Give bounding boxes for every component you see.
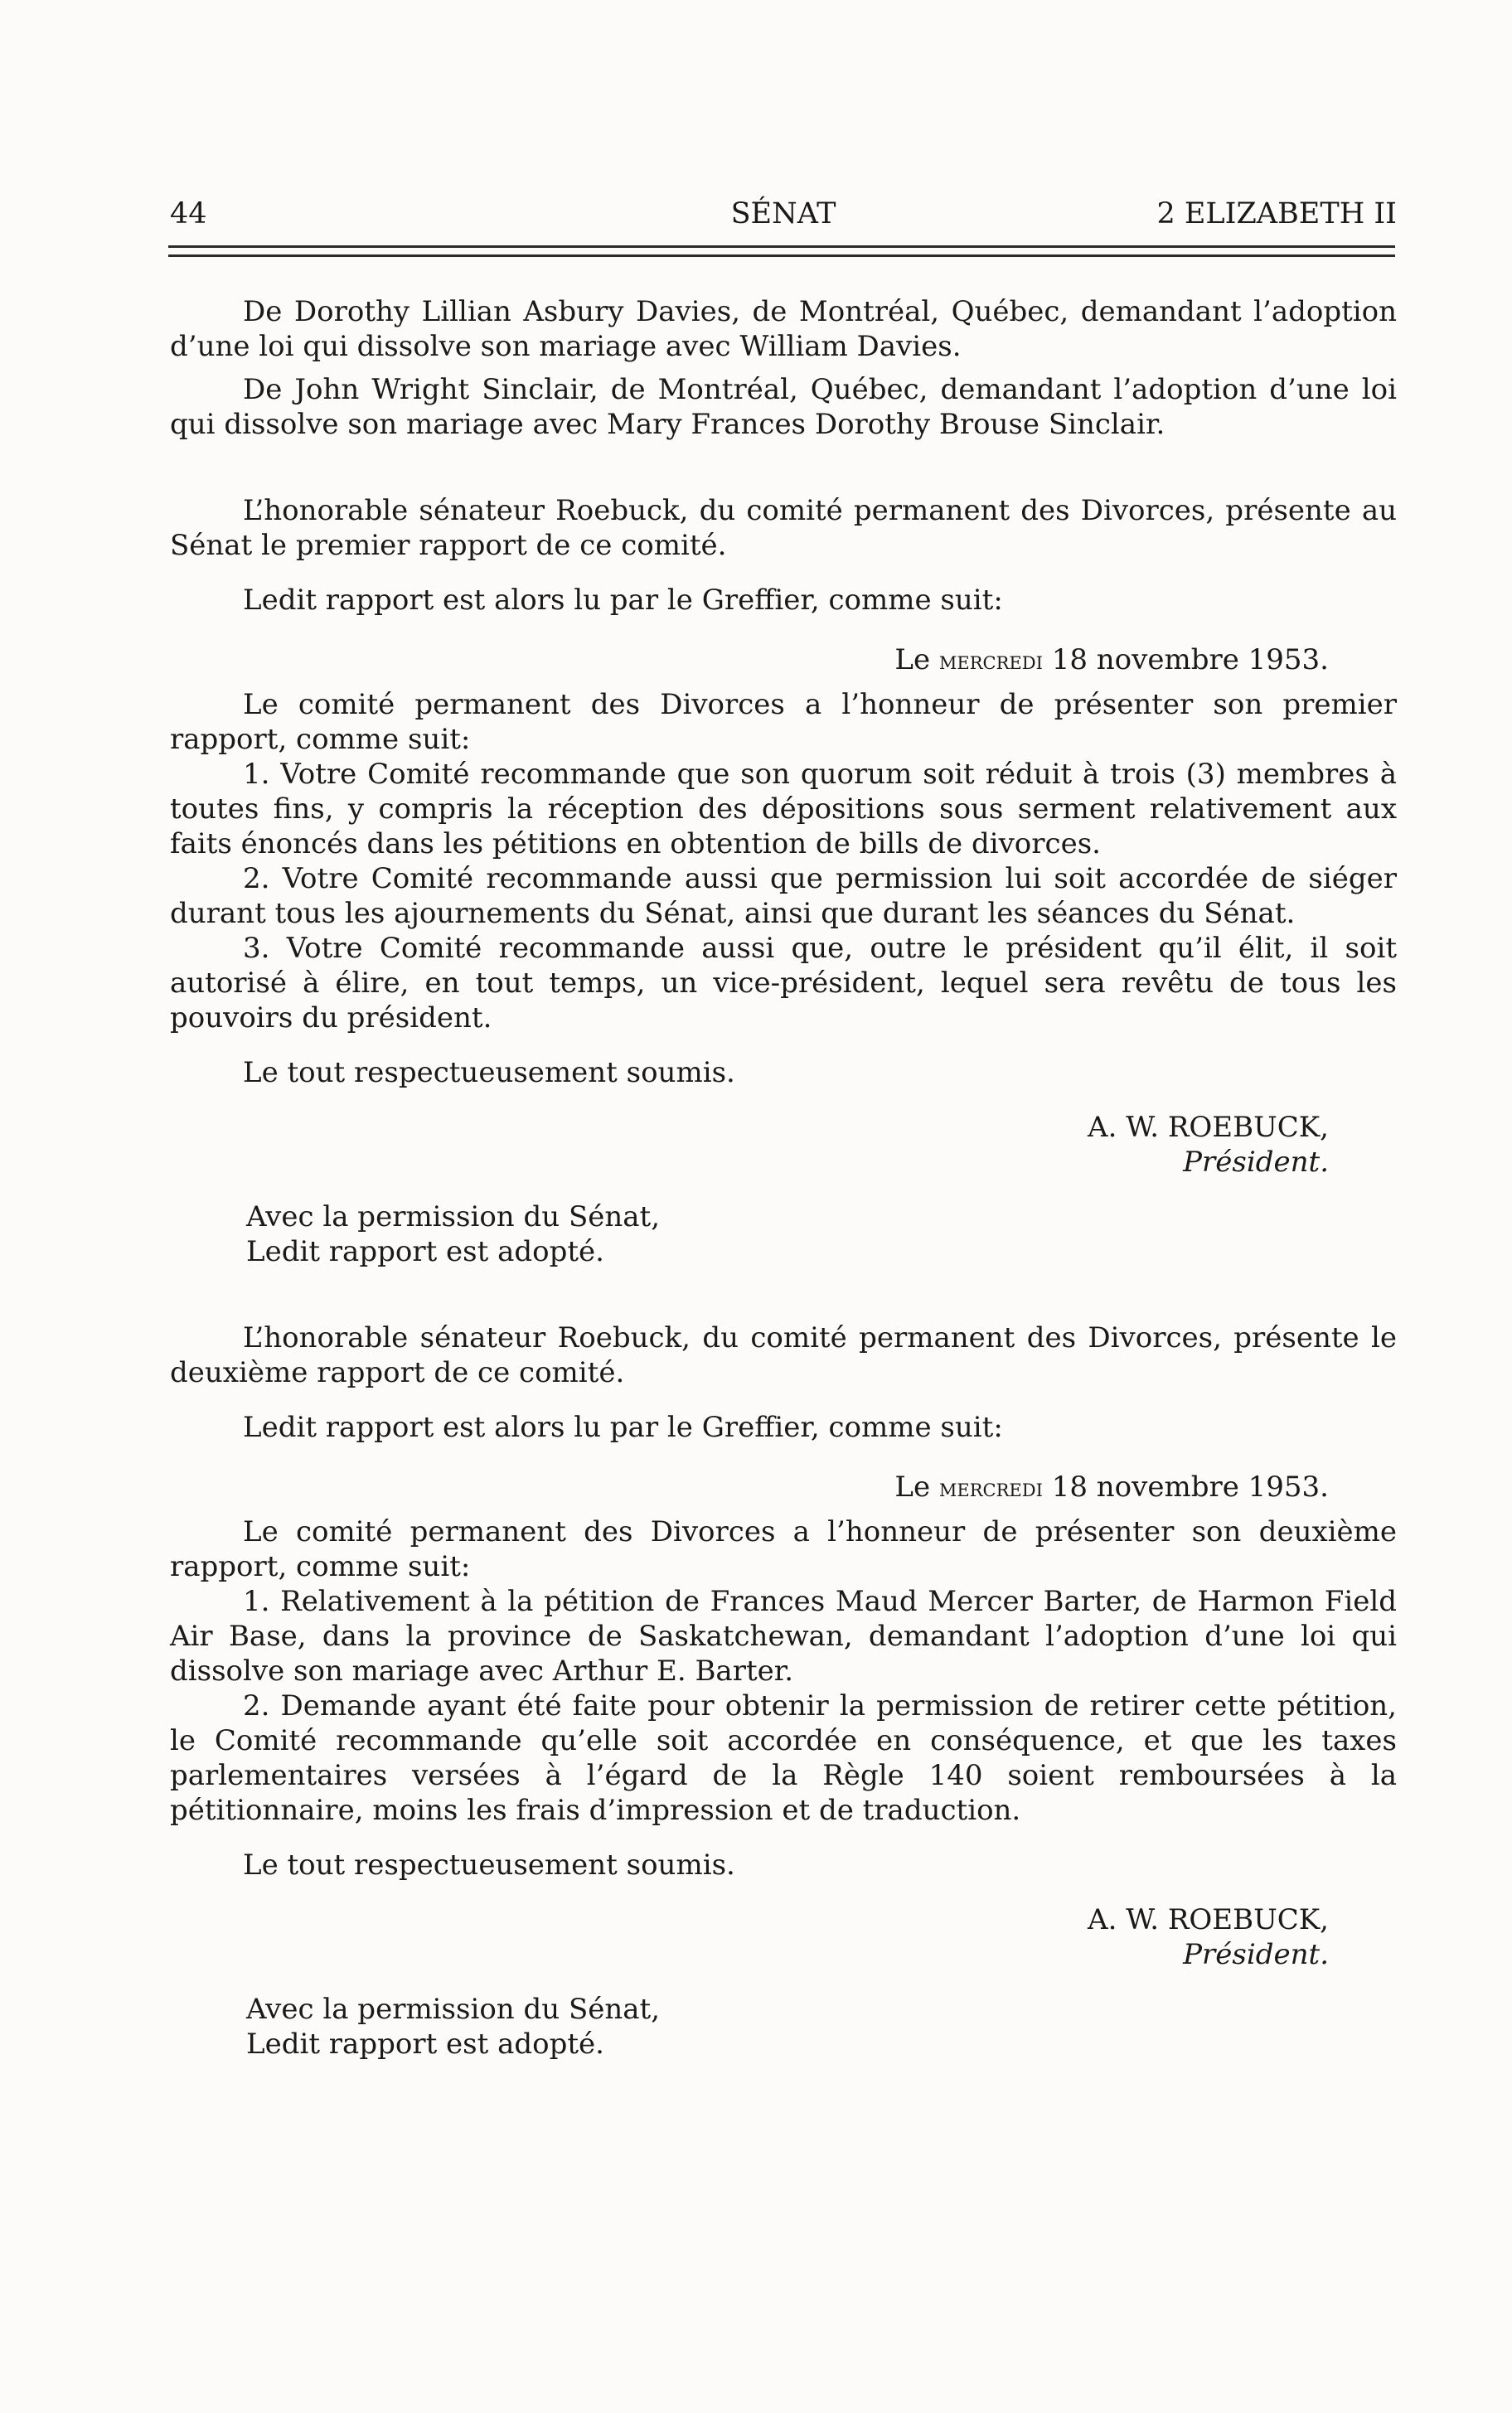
- report2-read: Ledit rapport est alors lu par le Greffier, comme suit:: [243, 1411, 1003, 1444]
- header-session: 2 ELIZABETH II: [1156, 197, 1397, 230]
- report1-closing: Le tout respectueusement soumis.: [243, 1056, 735, 1089]
- header-rule-bottom: [168, 254, 1395, 257]
- report2-closing: Le tout respectueusement soumis.: [243, 1849, 735, 1882]
- document-body: [170, 294, 1397, 2062]
- report1-adopted: Ledit rapport est adopté.: [246, 1235, 604, 1268]
- report2-intro: L’honorable sénateur Roebuck, du comité permanent des Divorces, présente le deuxième rapport de ce comité.: [170, 1321, 1397, 1389]
- report1-item-3: 3. Votre Comité recommande aussi que, outre le président qu’il élit, il soit autorisé à élire, en tout temps, un vice-président, lequel sera revêtu de tous les pouvoirs du président.: [170, 932, 1397, 1034]
- report2-item-2: 2. Demande ayant été faite pour obtenir la permission de retirer cette pétition, le Comité recommande qu’elle soit accordée en conséquence, et que les taxes parlementaires versées à l’égard de la Règle 140 soient remboursées à la pétitionnaire, moins les frais d’impression et de traduction.: [170, 1689, 1397, 1827]
- report1-intro: L’honorable sénateur Roebuck, du comité permanent des Divorces, présente au Sénat le premier rapport de ce comité.: [170, 494, 1397, 562]
- petition-paragraph: De Dorothy Lillian Asbury Davies, de Montréal, Québec, demandant l’adoption d’une loi qui dissolve son mariage avec William Davies.: [170, 295, 1397, 363]
- report1-read: Ledit rapport est alors lu par le Greffier, comme suit:: [243, 584, 1003, 617]
- petition-paragraph: De John Wright Sinclair, de Montréal, Québec, demandant l’adoption d’une loi qui dissolve son mariage avec Mary Frances Dorothy Brouse Sinclair.: [170, 373, 1397, 441]
- page-number: 44: [170, 197, 207, 230]
- header-title: SÉNAT: [730, 197, 836, 230]
- report2-item-1: 1. Relativement à la pétition de Frances Maud Mercer Barter, de Harmon Field Air Base, dans la province de Saskatchewan, demandant l’adoption d’une loi qui dissolve son mariage avec Arthur E. Barter.: [170, 1585, 1397, 1688]
- report2-permission: Avec la permission du Sénat,: [246, 1993, 661, 2026]
- running-header: [170, 192, 1397, 235]
- report1-item-1: 1. Votre Comité recommande que son quorum soit réduit à trois (3) membres à toutes fins, y compris la réception des dépositions sous serment relativement aux faits énoncés dans les pétitions en obtention de bills de divorces.: [170, 758, 1397, 860]
- report1-item-2: 2. Votre Comité recommande aussi que permission lui soit accordée de siéger durant tous les ajournements du Sénat, ainsi que durant les séances du Sénat.: [170, 862, 1397, 930]
- report1-lead: Le comité permanent des Divorces a l’honneur de présenter son premier rapport, comme suit:: [170, 688, 1397, 756]
- report2-adopted: Ledit rapport est adopté.: [246, 2028, 604, 2061]
- header-rule-top: [168, 245, 1395, 248]
- report2-lead: Le comité permanent des Divorces a l’honneur de présenter son deuxième rapport, comme suit:: [170, 1515, 1397, 1583]
- report2-signature: A. W. ROEBUCK, Président.: [1088, 1903, 1329, 1971]
- report1-permission: Avec la permission du Sénat,: [246, 1200, 661, 1233]
- report2-date: Le mercredi 18 novembre 1953.: [894, 1471, 1329, 1504]
- report1-signature: A. W. ROEBUCK, Président.: [1088, 1111, 1329, 1179]
- report1-date: Le mercredi 18 novembre 1953.: [894, 643, 1329, 676]
